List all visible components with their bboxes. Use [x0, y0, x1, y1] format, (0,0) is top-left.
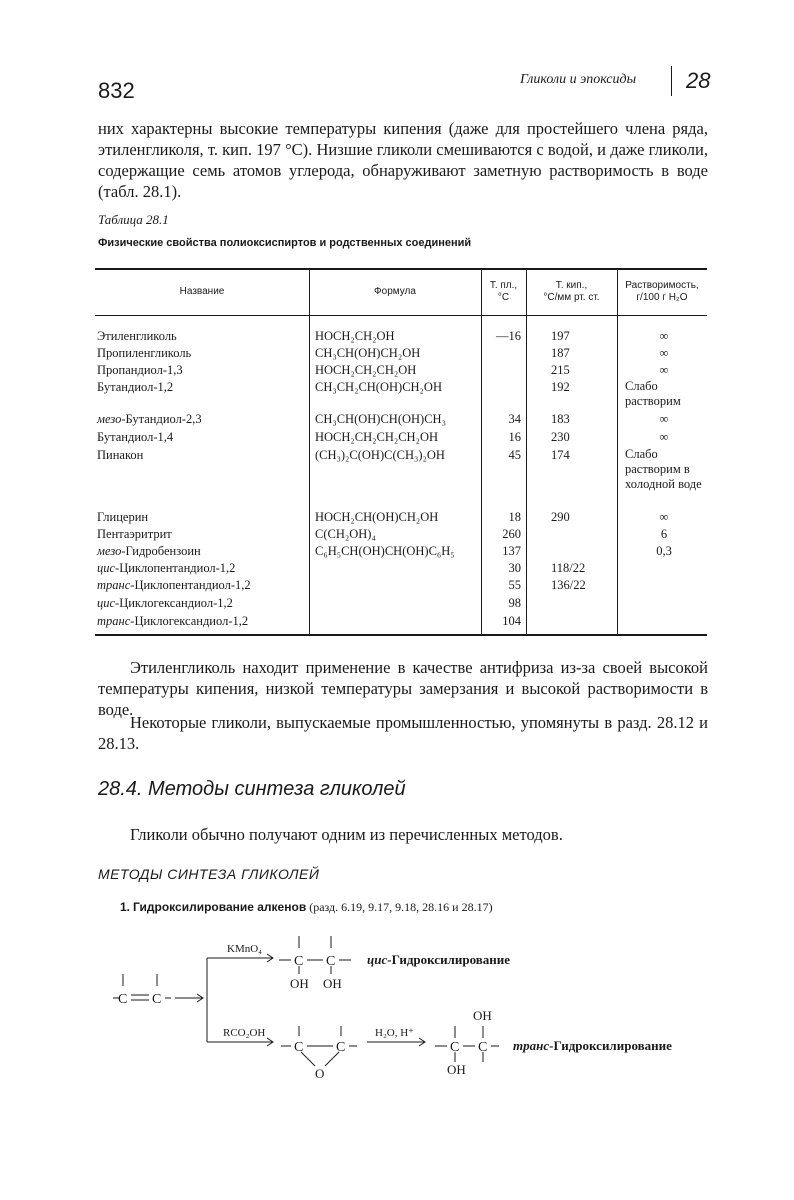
row-melting-point: 104 — [502, 614, 521, 628]
header-solubility — [617, 280, 707, 304]
row-solubility: ∞ — [659, 430, 669, 444]
row-name: цис-Циклогександиол-1,2 — [97, 596, 233, 610]
row-formula: HOCH₂CH₂CH₂OH — [315, 363, 417, 377]
row-name: транс-Циклопентандиол-1,2 — [97, 578, 251, 592]
industrial-glycols-paragraph: Некоторые гликоли, выпускаемые промышленностью, упомянуты в разд. 28.12 и 28.13. — [98, 713, 708, 753]
row-melting-point: 45 — [508, 448, 521, 462]
row-boiling-point: 197 — [551, 329, 570, 343]
method-number: 1. — [120, 900, 131, 914]
methods-intro-paragraph: Гликоли обычно получают одним из перечисленных методов. — [130, 825, 563, 844]
method-references: (разд. 6.19, 9.17, 9.18, 28.16 и 28.17) — [309, 900, 493, 914]
row-name: Глицерин — [97, 510, 149, 524]
row-name: Пентаэритрит — [97, 527, 172, 541]
antifreeze-paragraph: Этиленгликоль находит применение в качестве антифриза из-за своей высокой температуры кипения, низкой температуры замерзания и высокой растворимости в воде. — [98, 658, 708, 719]
row-boiling-point: 192 — [551, 380, 570, 394]
row-formula: CH₃CH₂CH(OH)CH₂OH — [315, 380, 442, 394]
row-melting-point: 260 — [502, 527, 521, 541]
row-boiling-point: 183 — [551, 412, 570, 426]
header-melting-point-line2: °С — [497, 292, 510, 303]
row-formula: HOCH₂CH₂OH — [315, 329, 395, 343]
row-name: цис-Циклопентандиол-1,2 — [97, 561, 236, 575]
diol-carbon: C — [294, 954, 304, 969]
method-item — [120, 900, 493, 915]
table-top-rule — [95, 268, 707, 270]
row-boiling-point: 136/22 — [551, 578, 586, 592]
epoxide-carbon: C — [336, 1040, 346, 1055]
header-boiling-point — [526, 280, 617, 304]
row-boiling-point: 187 — [551, 346, 570, 360]
row-formula: CH₃CH(OH)CH₂OH — [315, 346, 421, 360]
row-melting-point: 18 — [508, 510, 521, 524]
row-name: Пропиленгликоль — [97, 346, 192, 360]
table-bottom-rule — [95, 634, 707, 636]
row-solubility: ∞ — [659, 346, 669, 360]
header-boiling-point-line2: °С/мм рт. ст. — [543, 292, 600, 303]
row-formula: HOCH₂CH(OH)CH₂OH — [315, 510, 439, 524]
row-name: Бутандиол-1,2 — [97, 380, 174, 394]
epoxide-carbon: C — [294, 1040, 304, 1055]
row-solubility: ∞ — [659, 363, 669, 377]
header-melting-point-line1: Т. пл., — [489, 280, 518, 291]
row-name: транс-Циклогександиол-1,2 — [97, 614, 249, 628]
row-solubility: ∞ — [659, 510, 669, 524]
hydroxylation-scheme — [95, 930, 715, 1080]
row-melting-point: 30 — [508, 561, 521, 575]
header-name: Название — [179, 286, 225, 297]
header-divider — [671, 66, 672, 96]
row-name: мезо-Бутандиол-2,3 — [97, 412, 202, 426]
hydroxyl-group: OH — [447, 1062, 466, 1077]
chapter-number: 28 — [686, 68, 711, 93]
table-header-rule — [95, 315, 707, 316]
hydroxyl-group: OH — [323, 976, 342, 991]
row-formula: CH₃CH(OH)CH(OH)CH₃ — [315, 412, 446, 426]
row-formula: C(CH₂OH)₄ — [315, 527, 376, 541]
hydroxyl-group: OH — [290, 976, 309, 991]
row-name: Пинакон — [97, 448, 144, 462]
section-heading: 28.4. Методы синтеза гликолей — [98, 778, 406, 800]
properties-table — [95, 268, 707, 638]
reagent-peracid: RCO₂OH — [223, 1027, 266, 1039]
trans-hydroxylation-label: транс-Гидроксилирование — [513, 1038, 672, 1053]
row-solubility: 0,3 — [656, 544, 672, 558]
header-boiling-point-line1: Т. кип., — [555, 280, 588, 291]
row-solubility: Слабо растворим — [625, 379, 681, 408]
table-caption: Таблица 28.1 — [98, 212, 169, 227]
epoxide-oxygen: O — [315, 1066, 325, 1080]
alkene-carbon: C — [152, 992, 162, 1007]
cis-hydroxylation-label: цис-Гидроксилирование — [367, 952, 511, 967]
row-name: мезо-Гидробензоин — [97, 544, 201, 558]
row-melting-point: —16 — [496, 329, 521, 343]
row-solubility: ∞ — [659, 412, 669, 426]
reagent-permanganate: KMnO₄ — [227, 943, 263, 955]
row-formula: C₆H₅CH(OH)CH(OH)C₆H₅ — [315, 544, 455, 558]
row-solubility: 6 — [660, 527, 668, 541]
row-melting-point: 55 — [508, 578, 521, 592]
diol-carbon: C — [450, 1040, 460, 1055]
row-boiling-point: 118/22 — [551, 561, 586, 575]
header-solubility-line1: Растворимость, — [625, 280, 699, 291]
row-solubility: Слабо растворим в холодной воде — [625, 447, 702, 491]
hydroxyl-group: OH — [473, 1008, 492, 1023]
reagent-hydrolysis: H₂O, H⁺ — [375, 1027, 414, 1039]
alkene-carbon: C — [118, 992, 128, 1007]
row-name: Пропандиол-1,3 — [97, 363, 183, 377]
row-boiling-point: 230 — [551, 430, 570, 444]
table-title: Физические свойства полиоксиспиртов и родственных соединений — [98, 237, 472, 249]
diol-carbon: C — [478, 1040, 488, 1055]
running-title: Гликоли и эпоксиды — [520, 72, 637, 87]
row-melting-point: 34 — [508, 412, 521, 426]
header-melting-point — [481, 280, 526, 304]
methods-heading: МЕТОДЫ СИНТЕЗА ГЛИКОЛЕЙ — [98, 866, 320, 882]
column-divider — [526, 270, 527, 634]
row-melting-point: 16 — [508, 430, 521, 444]
row-boiling-point: 174 — [551, 448, 570, 462]
row-name: Бутандиол-1,4 — [97, 430, 174, 444]
row-formula: (CH₃)₂C(OH)C(CH₃)₂OH — [315, 448, 445, 462]
page-number: 832 — [98, 78, 135, 103]
row-boiling-point: 290 — [551, 510, 570, 524]
row-solubility: ∞ — [659, 329, 669, 343]
diol-carbon: C — [326, 954, 336, 969]
method-title: Гидроксилирование алкенов — [133, 900, 307, 914]
row-formula: HOCH₂CH₂CH₂CH₂OH — [315, 430, 438, 444]
column-divider — [309, 270, 310, 634]
row-melting-point: 98 — [508, 596, 521, 610]
row-melting-point: 137 — [502, 544, 521, 558]
intro-paragraph: них характерны высокие температуры кипения (даже для простейшего члена ряда, этиленгликоля, т. кип. 197 °С). Низшие гликоли смешиваются с водой, и даже гликоли, содержащие семь атомов углерода, обнаруживают заметную растворимость в воде (табл. 28.1). — [98, 119, 708, 201]
row-name: Этиленгликоль — [97, 329, 177, 343]
header-formula: Формула — [374, 286, 416, 297]
row-boiling-point: 215 — [551, 363, 570, 377]
header-solubility-line2: г/100 г H₂O — [636, 292, 688, 303]
